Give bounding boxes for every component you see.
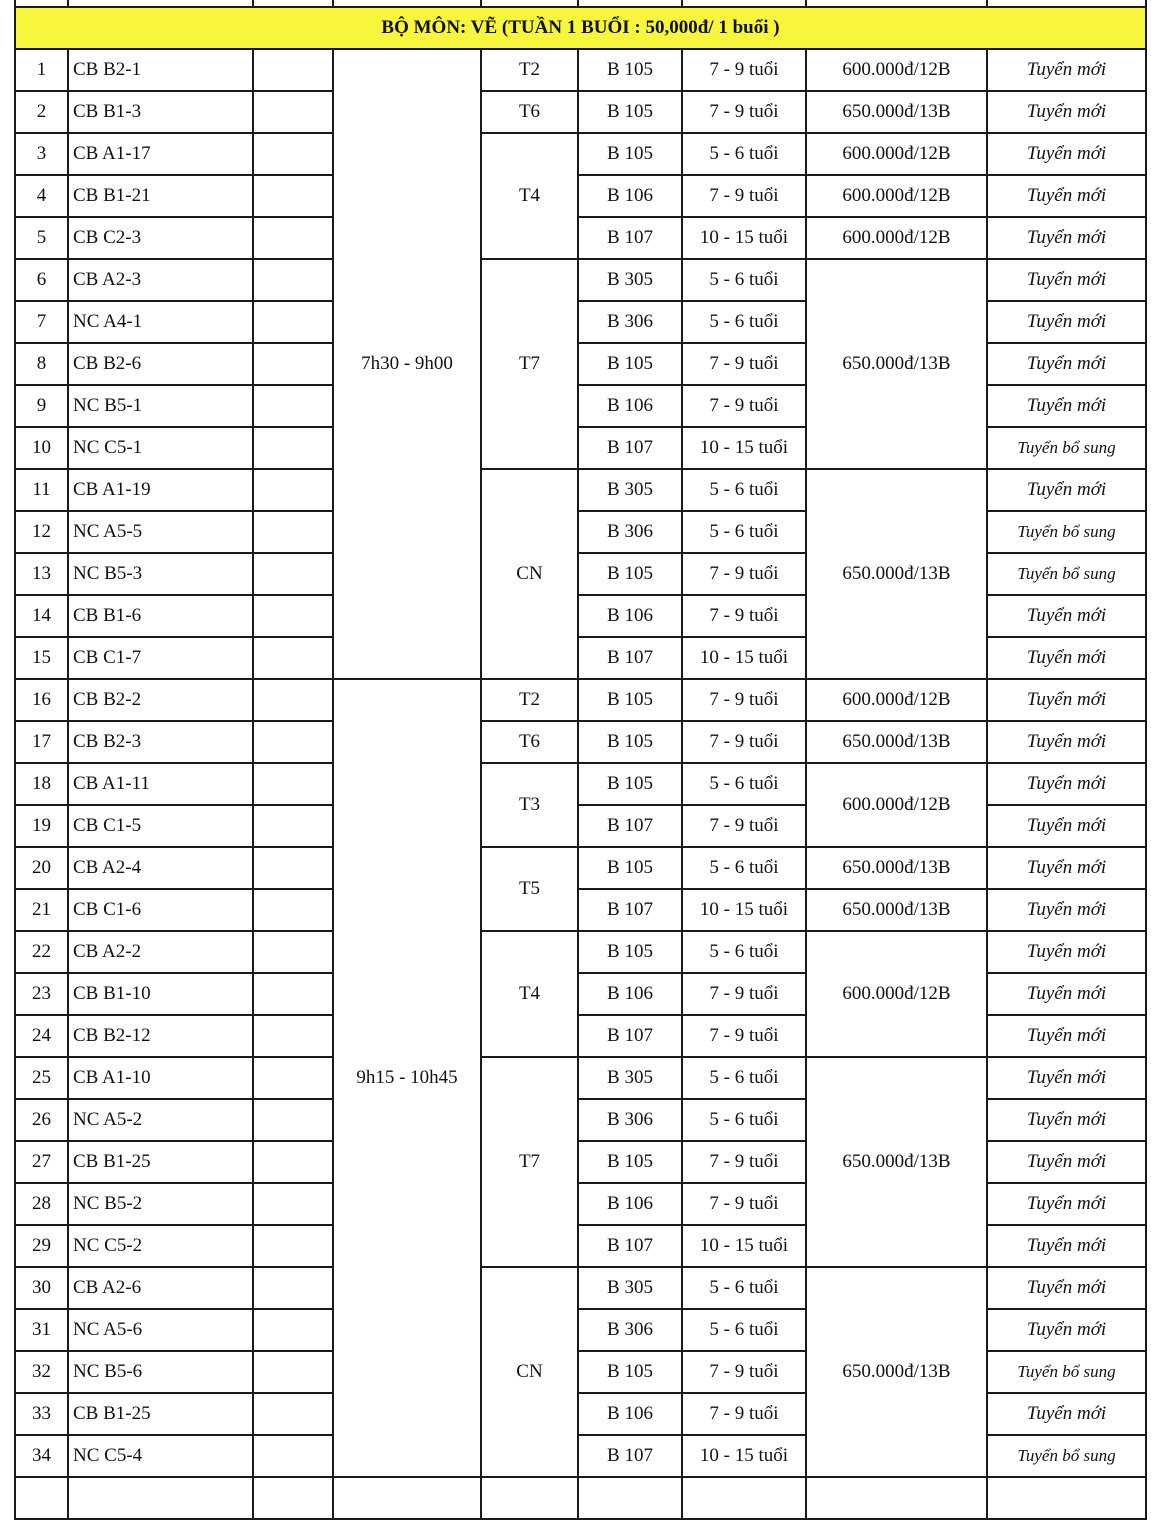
tuition-price: 600.000đ/12B xyxy=(806,49,987,91)
weekday: T2 xyxy=(481,49,578,91)
age-range: 7 - 9 tuổi xyxy=(682,1393,806,1435)
row-number: 12 xyxy=(15,511,68,553)
empty-cell xyxy=(253,1057,333,1099)
age-range: 5 - 6 tuổi xyxy=(682,259,806,301)
class-code: CB C1-6 xyxy=(68,889,253,931)
table-row xyxy=(15,469,1146,511)
room: B 105 xyxy=(578,133,682,175)
enrollment-status: Tuyển bổ sung xyxy=(987,1351,1146,1393)
empty-cell xyxy=(253,973,333,1015)
class-schedule-sheet xyxy=(14,0,1145,1520)
room: B 105 xyxy=(578,847,682,889)
row-number: 33 xyxy=(15,1393,68,1435)
row-number: 6 xyxy=(15,259,68,301)
class-code: CB B1-21 xyxy=(68,175,253,217)
tuition-price: 650.000đ/13B xyxy=(806,721,987,763)
enrollment-status: Tuyển mới xyxy=(987,385,1146,427)
room: B 107 xyxy=(578,805,682,847)
schedule-table-body xyxy=(15,0,1146,1519)
row-number: 15 xyxy=(15,637,68,679)
row-number: 30 xyxy=(15,1267,68,1309)
table-row-partial xyxy=(15,1477,1146,1519)
age-range: 5 - 6 tuổi xyxy=(682,1267,806,1309)
age-range: 10 - 15 tuổi xyxy=(682,427,806,469)
age-range: 5 - 6 tuổi xyxy=(682,1099,806,1141)
class-code: NC C5-4 xyxy=(68,1435,253,1477)
enrollment-status: Tuyển mới xyxy=(987,679,1146,721)
room: B 105 xyxy=(578,679,682,721)
room: B 105 xyxy=(578,721,682,763)
empty-cell xyxy=(253,805,333,847)
empty-cell xyxy=(253,511,333,553)
weekday: T3 xyxy=(481,763,578,847)
weekday: T6 xyxy=(481,721,578,763)
weekday: T2 xyxy=(481,679,578,721)
table-row xyxy=(15,847,1146,889)
room: B 107 xyxy=(578,1015,682,1057)
row-number: 20 xyxy=(15,847,68,889)
enrollment-status: Tuyển mới xyxy=(987,1099,1146,1141)
age-range: 7 - 9 tuổi xyxy=(682,973,806,1015)
class-code: NC B5-2 xyxy=(68,1183,253,1225)
enrollment-status: Tuyển mới xyxy=(987,805,1146,847)
enrollment-status: Tuyển mới xyxy=(987,1309,1146,1351)
time-slot: 7h30 - 9h00 xyxy=(333,49,481,679)
empty-cell xyxy=(253,49,333,91)
tuition-price: 650.000đ/13B xyxy=(806,91,987,133)
empty-cell xyxy=(253,763,333,805)
age-range: 5 - 6 tuổi xyxy=(682,847,806,889)
empty-cell xyxy=(253,1183,333,1225)
table-row xyxy=(15,1057,1146,1099)
empty-cell xyxy=(253,721,333,763)
empty-cell xyxy=(253,259,333,301)
class-code: CB A1-17 xyxy=(68,133,253,175)
enrollment-status: Tuyển mới xyxy=(987,637,1146,679)
empty-cell xyxy=(253,385,333,427)
row-number: 11 xyxy=(15,469,68,511)
section-title: BỘ MÔN: VẼ (TUẦN 1 BUỔI : 50,000đ/ 1 buổi ) xyxy=(15,7,1146,49)
age-range: 7 - 9 tuổi xyxy=(682,805,806,847)
enrollment-status: Tuyển bổ sung xyxy=(987,1435,1146,1477)
age-range: 7 - 9 tuổi xyxy=(682,1141,806,1183)
enrollment-status: Tuyển mới xyxy=(987,1141,1146,1183)
empty-cell xyxy=(253,1015,333,1057)
enrollment-status: Tuyển mới xyxy=(987,595,1146,637)
age-range: 7 - 9 tuổi xyxy=(682,1351,806,1393)
row-number: 19 xyxy=(15,805,68,847)
room: B 305 xyxy=(578,469,682,511)
class-code: CB C1-7 xyxy=(68,637,253,679)
weekday: T4 xyxy=(481,133,578,259)
room: B 106 xyxy=(578,385,682,427)
room: B 105 xyxy=(578,49,682,91)
room: B 105 xyxy=(578,1351,682,1393)
empty-cell xyxy=(253,889,333,931)
table-row xyxy=(15,175,1146,217)
enrollment-status: Tuyển mới xyxy=(987,847,1146,889)
enrollment-status: Tuyển bổ sung xyxy=(987,511,1146,553)
class-code: CB B1-3 xyxy=(68,91,253,133)
row-number: 1 xyxy=(15,49,68,91)
age-range: 7 - 9 tuổi xyxy=(682,175,806,217)
row-number: 25 xyxy=(15,1057,68,1099)
row-number: 21 xyxy=(15,889,68,931)
enrollment-status: Tuyển mới xyxy=(987,175,1146,217)
row-number: 32 xyxy=(15,1351,68,1393)
class-code: NC B5-3 xyxy=(68,553,253,595)
table-row xyxy=(15,259,1146,301)
class-code: NC A5-2 xyxy=(68,1099,253,1141)
table-row xyxy=(15,49,1146,91)
empty-cell xyxy=(253,427,333,469)
table-row xyxy=(15,133,1146,175)
row-number: 3 xyxy=(15,133,68,175)
tuition-price: 650.000đ/13B xyxy=(806,1267,987,1477)
room: B 107 xyxy=(578,217,682,259)
room: B 105 xyxy=(578,931,682,973)
time-slot: 9h15 - 10h45 xyxy=(333,679,481,1477)
empty-cell xyxy=(253,301,333,343)
row-number: 2 xyxy=(15,91,68,133)
enrollment-status: Tuyển mới xyxy=(987,1183,1146,1225)
empty-cell xyxy=(253,1267,333,1309)
empty-cell xyxy=(253,91,333,133)
age-range: 7 - 9 tuổi xyxy=(682,1015,806,1057)
age-range: 7 - 9 tuổi xyxy=(682,385,806,427)
empty-cell xyxy=(253,1099,333,1141)
room: B 105 xyxy=(578,1141,682,1183)
enrollment-status: Tuyển mới xyxy=(987,721,1146,763)
age-range: 10 - 15 tuổi xyxy=(682,1435,806,1477)
enrollment-status: Tuyển mới xyxy=(987,1267,1146,1309)
empty-cell xyxy=(253,1393,333,1435)
row-number: 10 xyxy=(15,427,68,469)
room: B 305 xyxy=(578,1057,682,1099)
tuition-price: 600.000đ/12B xyxy=(806,931,987,1057)
empty-cell xyxy=(253,217,333,259)
room: B 105 xyxy=(578,553,682,595)
empty-cell xyxy=(253,469,333,511)
weekday: T4 xyxy=(481,931,578,1057)
row-number: 13 xyxy=(15,553,68,595)
room: B 107 xyxy=(578,637,682,679)
table-row xyxy=(15,1267,1146,1309)
age-range: 5 - 6 tuổi xyxy=(682,1057,806,1099)
table-top-edge xyxy=(15,0,1146,7)
age-range: 10 - 15 tuổi xyxy=(682,1225,806,1267)
class-code: CB A1-11 xyxy=(68,763,253,805)
weekday: T7 xyxy=(481,1057,578,1267)
room: B 306 xyxy=(578,1309,682,1351)
row-number: 29 xyxy=(15,1225,68,1267)
table-row xyxy=(15,889,1146,931)
room: B 107 xyxy=(578,427,682,469)
enrollment-status: Tuyển mới xyxy=(987,763,1146,805)
room: B 107 xyxy=(578,1435,682,1477)
enrollment-status: Tuyển mới xyxy=(987,1225,1146,1267)
enrollment-status: Tuyển mới xyxy=(987,91,1146,133)
class-code: NC A5-5 xyxy=(68,511,253,553)
empty-cell xyxy=(253,679,333,721)
room: B 105 xyxy=(578,763,682,805)
empty-cell xyxy=(253,1351,333,1393)
enrollment-status: Tuyển mới xyxy=(987,469,1146,511)
class-code: CB A2-4 xyxy=(68,847,253,889)
row-number: 22 xyxy=(15,931,68,973)
enrollment-status: Tuyển mới xyxy=(987,133,1146,175)
row-number: 24 xyxy=(15,1015,68,1057)
row-number: 31 xyxy=(15,1309,68,1351)
age-range: 7 - 9 tuổi xyxy=(682,553,806,595)
enrollment-status: Tuyển bổ sung xyxy=(987,427,1146,469)
row-number: 18 xyxy=(15,763,68,805)
enrollment-status: Tuyển mới xyxy=(987,217,1146,259)
age-range: 10 - 15 tuổi xyxy=(682,889,806,931)
room: B 106 xyxy=(578,595,682,637)
tuition-price: 650.000đ/13B xyxy=(806,889,987,931)
class-code: CB C2-3 xyxy=(68,217,253,259)
tuition-price: 600.000đ/12B xyxy=(806,679,987,721)
room: B 305 xyxy=(578,1267,682,1309)
table-row xyxy=(15,931,1146,973)
room: B 306 xyxy=(578,511,682,553)
enrollment-status: Tuyển mới xyxy=(987,1057,1146,1099)
row-number: 7 xyxy=(15,301,68,343)
class-code: NC C5-1 xyxy=(68,427,253,469)
class-code: CB B1-10 xyxy=(68,973,253,1015)
age-range: 10 - 15 tuổi xyxy=(682,637,806,679)
empty-cell xyxy=(253,1435,333,1477)
row-number: 8 xyxy=(15,343,68,385)
room: B 106 xyxy=(578,1393,682,1435)
row-number: 23 xyxy=(15,973,68,1015)
table-row xyxy=(15,679,1146,721)
table-row xyxy=(15,721,1146,763)
row-number: 17 xyxy=(15,721,68,763)
tuition-price: 650.000đ/13B xyxy=(806,469,987,679)
class-code: CB A2-3 xyxy=(68,259,253,301)
class-code: NC B5-1 xyxy=(68,385,253,427)
class-code: CB B2-12 xyxy=(68,1015,253,1057)
empty-cell xyxy=(253,1141,333,1183)
enrollment-status: Tuyển mới xyxy=(987,343,1146,385)
class-code: CB A1-10 xyxy=(68,1057,253,1099)
empty-cell xyxy=(253,931,333,973)
row-number: 16 xyxy=(15,679,68,721)
enrollment-status: Tuyển mới xyxy=(987,1393,1146,1435)
room: B 106 xyxy=(578,1183,682,1225)
row-number: 4 xyxy=(15,175,68,217)
age-range: 5 - 6 tuổi xyxy=(682,511,806,553)
age-range: 7 - 9 tuổi xyxy=(682,595,806,637)
room: B 105 xyxy=(578,343,682,385)
row-number: 9 xyxy=(15,385,68,427)
table-row xyxy=(15,763,1146,805)
tuition-price: 600.000đ/12B xyxy=(806,763,987,847)
weekday: CN xyxy=(481,469,578,679)
row-number: 14 xyxy=(15,595,68,637)
age-range: 7 - 9 tuổi xyxy=(682,679,806,721)
row-number: 34 xyxy=(15,1435,68,1477)
room: B 105 xyxy=(578,91,682,133)
class-code: NC A5-6 xyxy=(68,1309,253,1351)
age-range: 7 - 9 tuổi xyxy=(682,91,806,133)
class-code: CB B1-25 xyxy=(68,1393,253,1435)
empty-cell xyxy=(253,637,333,679)
age-range: 7 - 9 tuổi xyxy=(682,721,806,763)
age-range: 7 - 9 tuổi xyxy=(682,1183,806,1225)
empty-cell xyxy=(253,343,333,385)
age-range: 5 - 6 tuổi xyxy=(682,301,806,343)
row-number: 27 xyxy=(15,1141,68,1183)
weekday: T5 xyxy=(481,847,578,931)
table-row xyxy=(15,217,1146,259)
class-code: NC C5-2 xyxy=(68,1225,253,1267)
age-range: 5 - 6 tuổi xyxy=(682,133,806,175)
room: B 306 xyxy=(578,1099,682,1141)
empty-cell xyxy=(253,595,333,637)
room: B 106 xyxy=(578,973,682,1015)
class-code: NC B5-6 xyxy=(68,1351,253,1393)
room: B 306 xyxy=(578,301,682,343)
section-header-row xyxy=(15,7,1146,49)
empty-cell xyxy=(253,553,333,595)
tuition-price: 600.000đ/12B xyxy=(806,217,987,259)
class-code: CB A1-19 xyxy=(68,469,253,511)
age-range: 7 - 9 tuổi xyxy=(682,49,806,91)
tuition-price: 650.000đ/13B xyxy=(806,1057,987,1267)
class-code: NC A4-1 xyxy=(68,301,253,343)
class-code: CB B2-1 xyxy=(68,49,253,91)
class-code: CB A2-6 xyxy=(68,1267,253,1309)
class-code: CB A2-2 xyxy=(68,931,253,973)
empty-cell xyxy=(253,1309,333,1351)
weekday: T6 xyxy=(481,91,578,133)
room: B 106 xyxy=(578,175,682,217)
empty-cell xyxy=(253,133,333,175)
enrollment-status: Tuyển mới xyxy=(987,49,1146,91)
age-range: 5 - 6 tuổi xyxy=(682,469,806,511)
tuition-price: 650.000đ/13B xyxy=(806,847,987,889)
room: B 305 xyxy=(578,259,682,301)
enrollment-status: Tuyển mới xyxy=(987,973,1146,1015)
class-code: CB B2-2 xyxy=(68,679,253,721)
empty-cell xyxy=(253,847,333,889)
weekday: T7 xyxy=(481,259,578,469)
enrollment-status: Tuyển mới xyxy=(987,889,1146,931)
age-range: 5 - 6 tuổi xyxy=(682,931,806,973)
enrollment-status: Tuyển bổ sung xyxy=(987,553,1146,595)
enrollment-status: Tuyển mới xyxy=(987,1015,1146,1057)
row-number: 28 xyxy=(15,1183,68,1225)
enrollment-status: Tuyển mới xyxy=(987,259,1146,301)
empty-cell xyxy=(253,1225,333,1267)
age-range: 10 - 15 tuổi xyxy=(682,217,806,259)
class-code: CB C1-5 xyxy=(68,805,253,847)
room: B 107 xyxy=(578,1225,682,1267)
tuition-price: 600.000đ/12B xyxy=(806,175,987,217)
class-code: CB B2-6 xyxy=(68,343,253,385)
schedule-table xyxy=(14,0,1147,1520)
age-range: 5 - 6 tuổi xyxy=(682,1309,806,1351)
class-code: CB B2-3 xyxy=(68,721,253,763)
empty-cell xyxy=(253,175,333,217)
row-number: 5 xyxy=(15,217,68,259)
enrollment-status: Tuyển mới xyxy=(987,301,1146,343)
class-code: CB B1-25 xyxy=(68,1141,253,1183)
weekday: CN xyxy=(481,1267,578,1477)
room: B 107 xyxy=(578,889,682,931)
age-range: 7 - 9 tuổi xyxy=(682,343,806,385)
age-range: 5 - 6 tuổi xyxy=(682,763,806,805)
row-number: 26 xyxy=(15,1099,68,1141)
enrollment-status: Tuyển mới xyxy=(987,931,1146,973)
tuition-price: 650.000đ/13B xyxy=(806,259,987,469)
class-code: CB B1-6 xyxy=(68,595,253,637)
table-row xyxy=(15,91,1146,133)
tuition-price: 600.000đ/12B xyxy=(806,133,987,175)
